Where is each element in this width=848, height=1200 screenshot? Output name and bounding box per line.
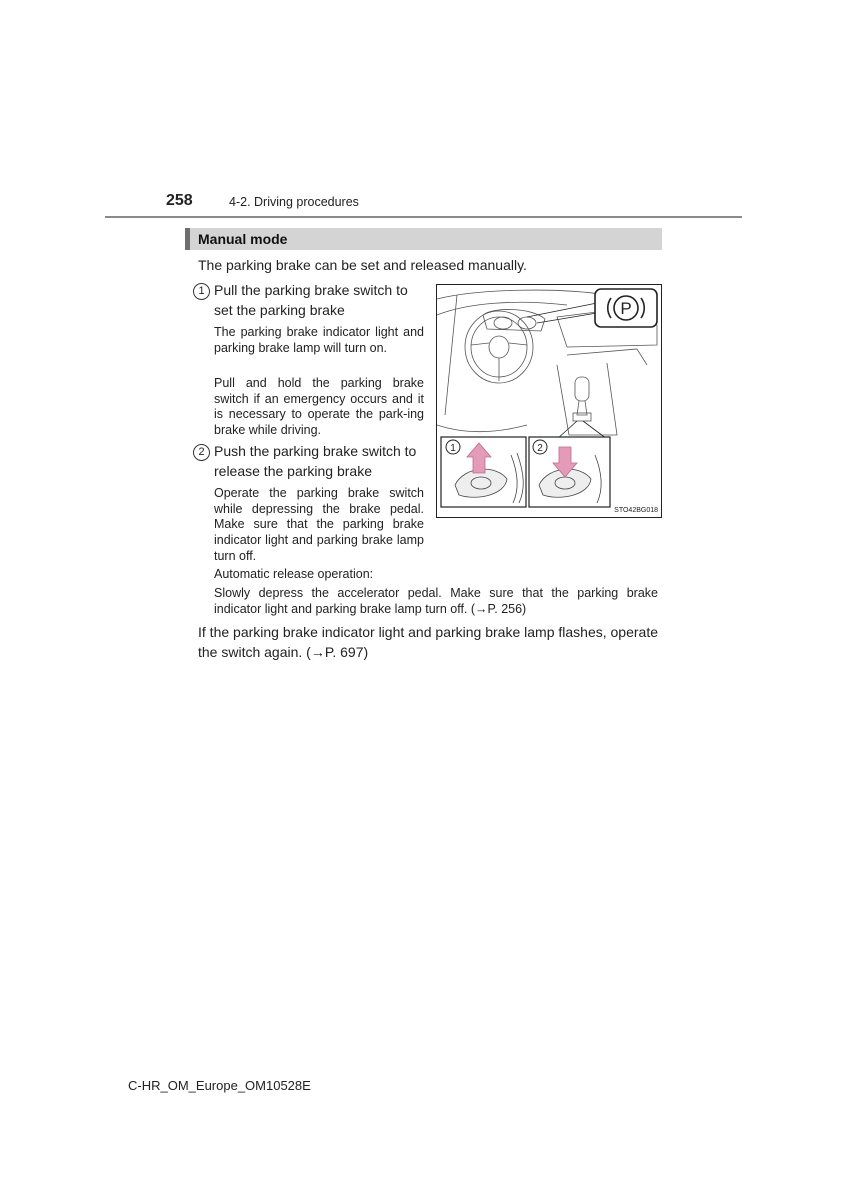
parking-symbol: P <box>620 299 632 318</box>
parking-brake-illustration <box>436 284 662 518</box>
step-2-detail-1: Operate the parking brake switch while depressing the brake pedal. Make sure that the parking brake indicator light and parking brake lamp turn off. <box>214 486 424 563</box>
page-number: 258 <box>166 192 193 209</box>
header-rule <box>105 216 742 218</box>
step-1-detail-1: The parking brake indicator light and parking brake lamp will turn on. <box>214 325 424 355</box>
step-2-marker: 2 <box>193 444 210 461</box>
section-path: 4-2. Driving procedures <box>229 195 359 209</box>
dashboard-illustration <box>437 285 662 518</box>
section-title: Manual mode <box>198 231 288 247</box>
step-1-title: Pull the parking brake switch to set the parking brake <box>214 282 408 318</box>
inset-2-label: 2 <box>537 443 543 454</box>
inset-1-label: 1 <box>450 443 456 454</box>
note-text: If the parking brake indicator light and parking brake lamp flashes, operate the switch again. (→P. 697) <box>198 624 658 660</box>
document-footer: C-HR_OM_Europe_OM10528E <box>128 1078 311 1093</box>
step-1-detail-2: Pull and hold the parking brake switch if an emergency occurs and it is necessary to operate the park-ing brake while driving. <box>214 376 424 438</box>
figure-code: STO42BG018 <box>614 507 658 514</box>
step-1-marker: 1 <box>193 283 210 300</box>
intro-text: The parking brake can be set and released manually. <box>198 257 527 273</box>
step-2-title: Push the parking brake switch to release the parking brake <box>214 443 417 479</box>
section-heading <box>185 228 662 250</box>
step-2-detail-3: Slowly depress the accelerator pedal. Make sure that the parking brake indicator light and parking brake lamp turn off. (→P. 256) <box>214 586 658 616</box>
step-2-detail-2: Automatic release operation: <box>214 567 374 581</box>
